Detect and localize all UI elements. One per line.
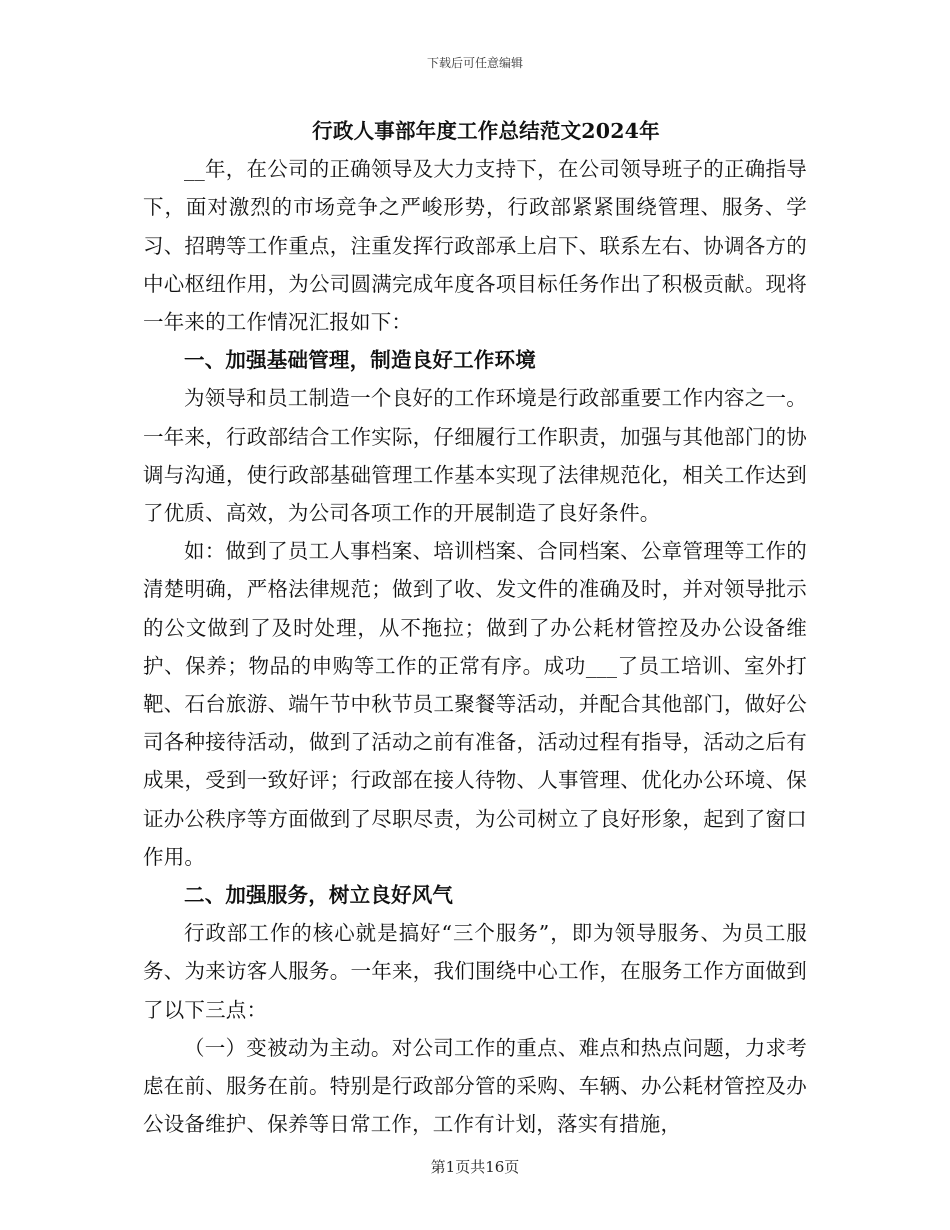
page-footer: 第1页共16页 <box>430 1158 520 1176</box>
body-paragraph: （一）变被动为主动。对公司工作的重点、难点和热点问题，力求考虑在前、服务在前。特别是行政部分管的采购、车辆、办公耗材管控及办公设备维护、保养等日常工作，工作有计划，落实有措施， <box>143 1035 807 1137</box>
body-paragraph: 如：做到了员工人事档案、培训档案、合同档案、公章管理等工作的清楚明确，严格法律规范；做到了收、发文件的准确及时，并对领导批示的公文做到了及时处理，从不拖拉；做到了办公耗材管控及办公设备维护、保养；物品的申购等工作的正常有序。成功___了员工培训、室外打靶、石台旅游、端午节中秋节员工聚餐等活动，并配合其他部门，做好公司各种接待活动，做到了活动之前有准备，活动过程有指导，活动之后有成果，受到一致好评；行政部在接人待物、人事管理、优化办公环境、保证办公秩序等方面做到了尽职尽责，为公司树立了良好形象，起到了窗口作用。 <box>143 539 807 869</box>
body-paragraph: 行政部工作的核心就是搞好“三个服务”，即为领导服务、为员工服务、为来访客人服务。一年来，我们围绕中心工作，在服务工作方面做到了以下三点： <box>143 921 807 1022</box>
document-body <box>143 112 807 1143</box>
intro-paragraph: __年，在公司的正确领导及大力支持下，在公司领导班子的正确指导下，面对激烈的市场竞争之严峻形势，行政部紧紧围绕管理、服务、学习、招聘等工作重点，注重发挥行政部承上启下、联系左右、协调各方的中心枢纽作用，为公司圆满完成年度各项目标任务作出了积极贡献。现将一年来的工作情况汇报如下： <box>143 157 807 335</box>
body-paragraph: 为领导和员工制造一个良好的工作环境是行政部重要工作内容之一。一年来，行政部结合工作实际，仔细履行工作职责，加强与其他部门的协调与沟通，使行政部基础管理工作基本实现了法律规范化，相关工作达到了优质、高效，为公司各项工作的开展制造了良好条件。 <box>143 386 807 526</box>
section-heading-2: 二、加强服务，树立良好风气 <box>184 883 454 908</box>
section-heading-1: 一、加强基础管理，制造良好工作环境 <box>184 348 536 373</box>
document-title: 行政人事部年度工作总结范文2024年 <box>312 119 660 143</box>
page-header: 下载后可任意编辑 <box>426 56 523 70</box>
